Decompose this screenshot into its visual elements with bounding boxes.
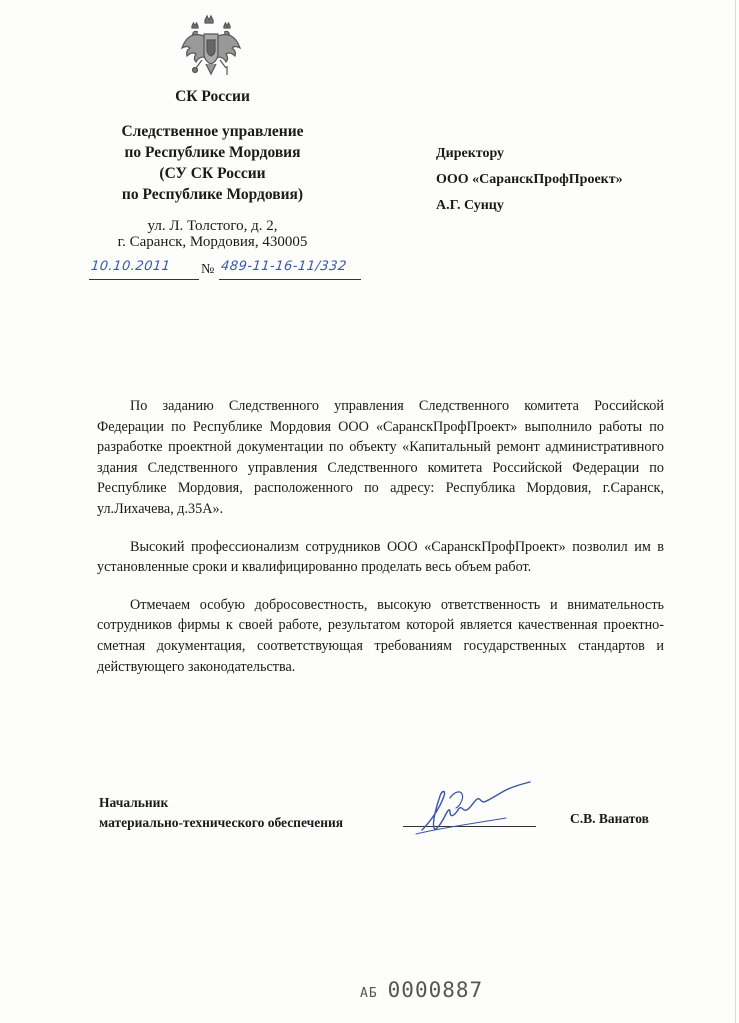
- registration-number: 489-11-16-11/332: [220, 259, 348, 274]
- form-serial: [360, 978, 483, 1002]
- signatory-title: [99, 793, 343, 833]
- address-line: ул. Л. Толстого, д. 2,: [147, 218, 278, 234]
- form-series: АБ: [360, 986, 378, 1001]
- recipient-block: [436, 141, 623, 219]
- registration-date-field: [89, 257, 199, 280]
- signatory-title-line: Начальник: [99, 795, 169, 810]
- registration-number-field: [219, 257, 361, 280]
- letter-body: [97, 396, 664, 694]
- scan-edge: [735, 0, 736, 1023]
- double-headed-eagle-emblem-icon: [178, 14, 244, 80]
- org-line: по Республике Мордовия): [121, 186, 304, 203]
- org-full-name: [90, 121, 335, 205]
- org-address: [90, 218, 335, 250]
- org-short-name: СК России: [175, 88, 250, 105]
- recipient-line: Директору: [436, 146, 505, 161]
- signatory-title-line: материально-технического обеспечения: [99, 815, 344, 830]
- form-number: 0000887: [387, 978, 484, 1002]
- address-line: г. Саранск, Мордовия, 430005: [117, 234, 308, 250]
- registration-number-label: №: [201, 262, 215, 277]
- recipient-line: А.Г. Сунцу: [436, 198, 504, 213]
- org-line: по Республике Мордовия: [124, 144, 301, 161]
- signatory-name: С.В. Ванатов: [570, 811, 649, 826]
- org-line: Следственное управление: [121, 123, 304, 140]
- body-paragraph: По заданию Следственного управления Следственного комитета Российской Федерации по Республике Мордовия ООО «СаранскПрофПроект» выполнило работы по разработке проектной документации по объекту «Капитальный ремонт административного здания Следственного управления Следственного комитета Российской Федерации по Республике Мордовия, расположенного по адресу: Республика Мордовия, г.Саранск, ул.Лихачева, д.35А».: [97, 398, 664, 517]
- org-line: (СУ СК России: [159, 165, 266, 182]
- body-paragraph: Высокий профессионализм сотрудников ООО «СаранскПрофПроект» позволил им в установленные сроки и квалифицированно проделать весь объем работ.: [97, 538, 664, 576]
- body-paragraph: Отмечаем особую добросовестность, высокую ответственность и внимательность сотрудников фирмы к своей работе, результатом которой является качественная проектно-сметная документация, соответствующая требованиям государственных стандартов и действующего законодательства.: [97, 596, 664, 675]
- recipient-line: ООО «СаранскПрофПроект»: [436, 172, 623, 187]
- handwritten-signature: [410, 778, 545, 840]
- registration-date: 10.10.2011: [90, 259, 172, 274]
